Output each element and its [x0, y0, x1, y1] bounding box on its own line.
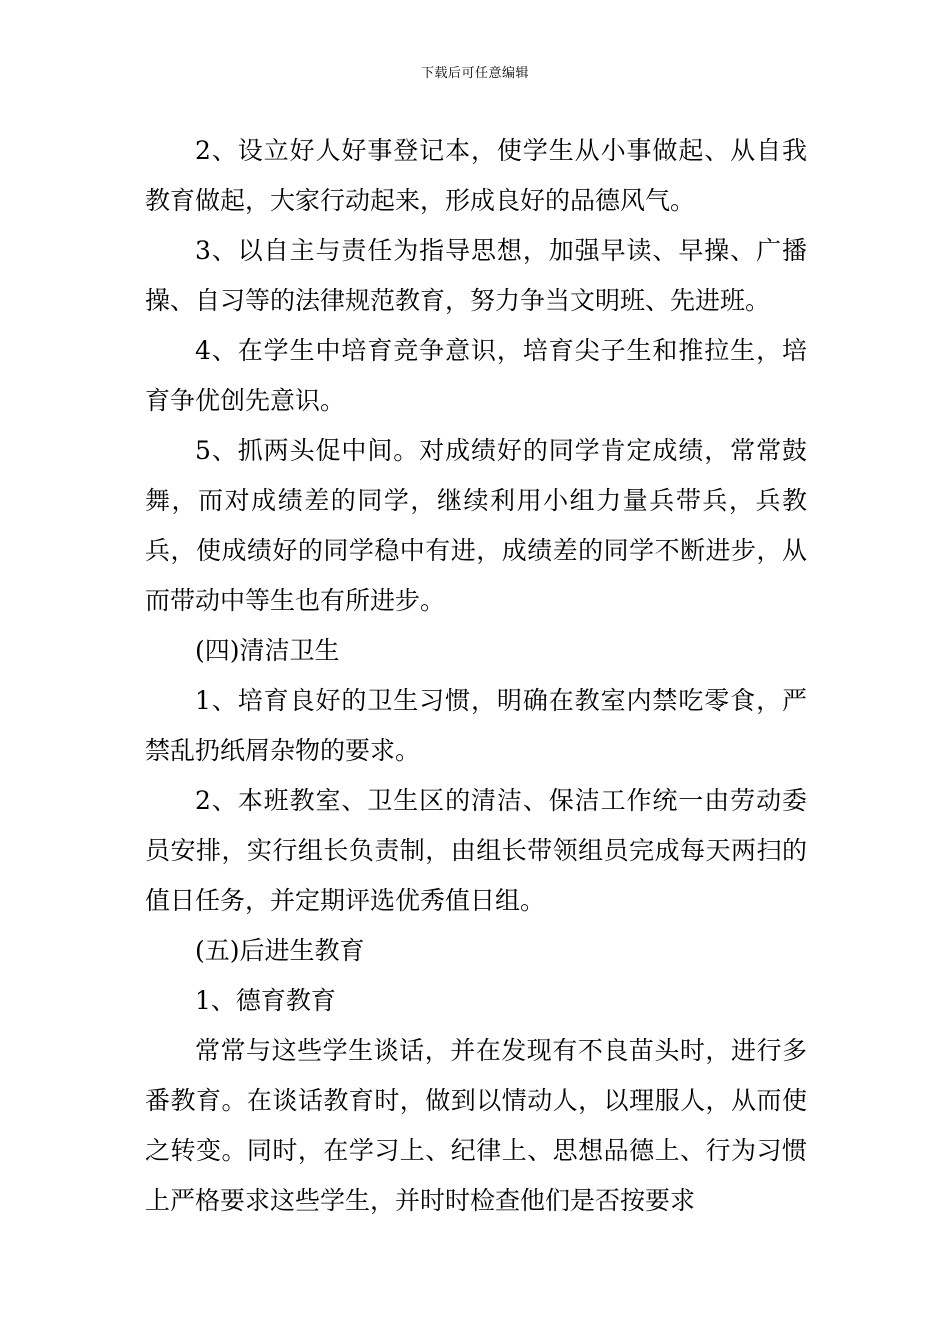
page-header: 下载后可任意编辑 [420, 66, 529, 81]
section-heading-struggling-students: (五)后进生教育 [195, 936, 365, 965]
paragraph-both-ends: 5、抓两头促中间。对成绩好的同学肯定成绩，常常鼓舞，而对成绩差的同学，继续利用小组力量兵带兵，兵教兵，使成绩好的同学稳中有进，成绩差的同学不断进步，从而带动中等生也有所进步。 [145, 436, 807, 615]
subheading-moral-education: 1、德育教育 [195, 986, 336, 1015]
section-heading-cleaning: (四)清洁卫生 [195, 636, 340, 665]
paragraph-cleaning-duty: 2、本班教室、卫生区的清洁、保洁工作统一由劳动委员安排，实行组长负责制，由组长带领组员完成每天两扫的值日任务，并定期评选优秀值日组。 [145, 786, 807, 915]
paragraph-competition-awareness: 4、在学生中培育竞争意识，培育尖子生和推拉生，培育争优创先意识。 [145, 336, 807, 415]
paragraph-self-discipline: 3、以自主与责任为指导思想，加强早读、早操、广播操、自习等的法律规范教育，努力争当文明班、先进班。 [145, 236, 807, 315]
paragraph-good-deeds-record: 2、设立好人好事登记本，使学生从小事做起、从自我教育做起，大家行动起来，形成良好的品德风气。 [145, 136, 807, 215]
paragraph-talks-with-students: 常常与这些学生谈话，并在发现有不良苗头时，进行多番教育。在谈话教育时，做到以情动人，以理服人，从而使之转变。同时，在学习上、纪律上、思想品德上、行为习惯上严格要求这些学生，并时时检查他们是否按要求 [145, 1036, 807, 1215]
paragraph-hygiene-habits: 1、培育良好的卫生习惯，明确在教室内禁吃零食，严禁乱扔纸屑杂物的要求。 [145, 686, 807, 765]
document-body [145, 126, 807, 1226]
